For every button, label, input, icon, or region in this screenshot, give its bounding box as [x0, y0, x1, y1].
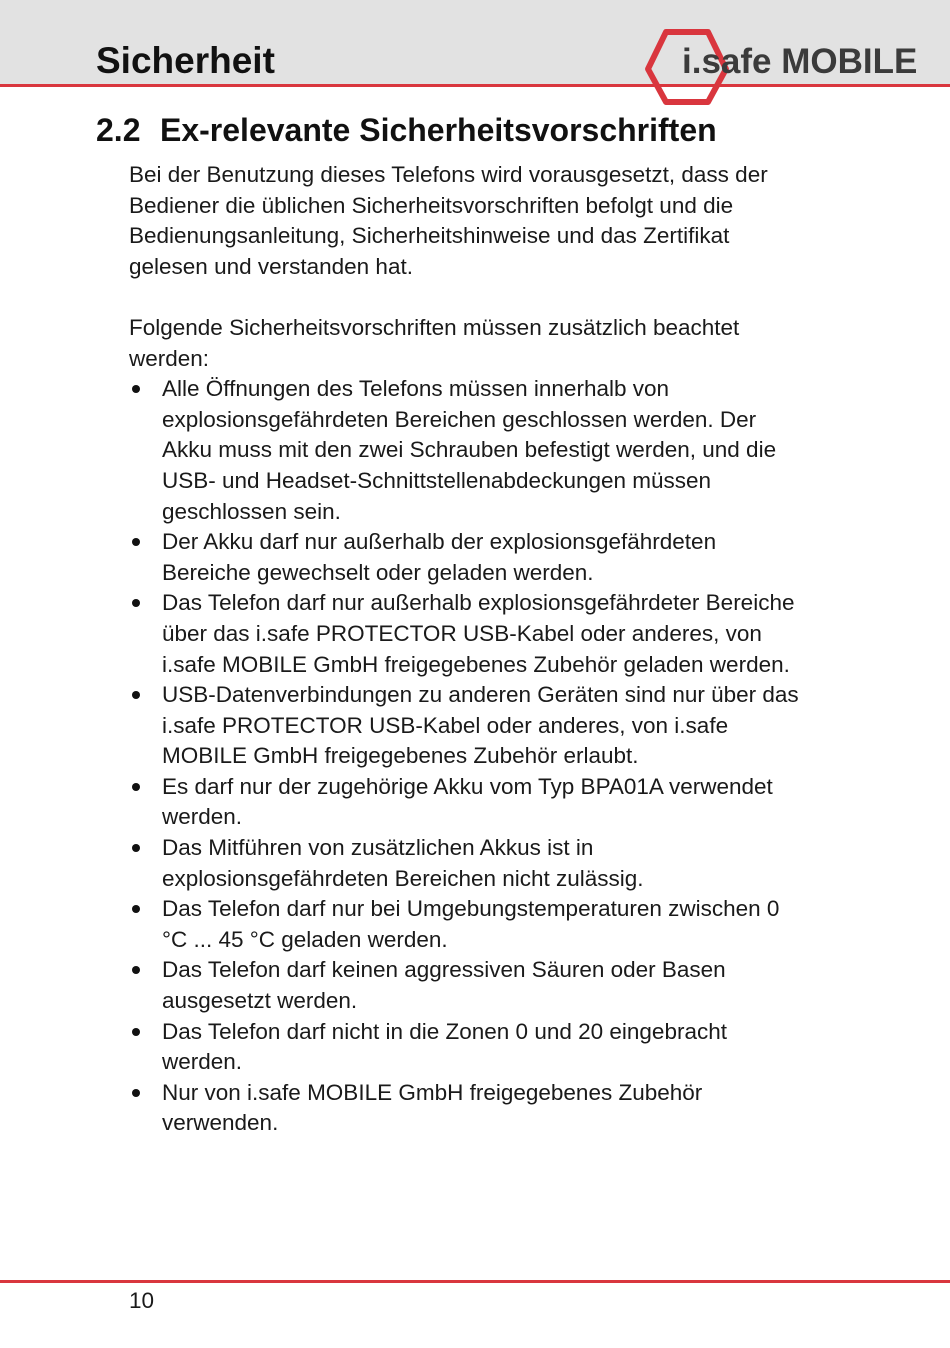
heading-number: 2.2 — [96, 112, 141, 148]
list-item: Das Telefon darf nicht in die Zonen 0 und 20 eingebracht werden. — [129, 1017, 809, 1078]
list-item: Das Telefon darf keinen aggressiven Säuren oder Basen ausgesetzt werden. — [129, 955, 809, 1016]
logo-text: i.safe MOBILE — [682, 42, 918, 81]
footer-rule — [0, 1280, 950, 1283]
section-heading — [96, 112, 717, 149]
list-item: Das Mitführen von zusätzlichen Akkus ist in explosionsgefährdeten Bereichen nicht zulässig. — [129, 833, 809, 894]
list-item: Der Akku darf nur außerhalb der explosionsgefährdeten Bereiche gewechselt oder geladen werden. — [129, 527, 809, 588]
safety-rules-list — [129, 374, 809, 1139]
list-item: USB-Datenverbindungen zu anderen Geräten sind nur über das i.safe PROTECTOR USB-Kabel oder anderes, von i.safe MOBILE GmbH freigegebenes Zubehör erlaubt. — [129, 680, 809, 772]
list-item: Das Telefon darf nur außerhalb explosionsgefährdeter Bereiche über das i.safe PROTECTOR USB-Kabel oder anderes, von i.safe MOBILE GmbH freigegebenes Zubehör geladen werden. — [129, 588, 809, 680]
intro-paragraph: Bei der Benutzung dieses Telefons wird vorausgesetzt, dass der Bediener die üblichen Sicherheitsvorschriften befolgt und die Bedienungsanleitung, Sicherheitshinweise und das Zertifikat gelesen und verstanden hat. — [129, 162, 768, 279]
heading-title: Ex-relevante Sicherheitsvorschriften — [160, 112, 717, 148]
list-item: Das Telefon darf nur bei Umgebungstemperaturen zwischen 0 °C ... 45 °C geladen werden. — [129, 894, 809, 955]
page-number: 10 — [129, 1288, 155, 1313]
list-item: Nur von i.safe MOBILE GmbH freigegebenes Zubehör verwenden. — [129, 1078, 809, 1139]
lead-paragraph: Folgende Sicherheitsvorschriften müssen zusätzlich beachtet werden: — [129, 314, 740, 371]
body-content — [129, 160, 809, 1139]
section-title: Sicherheit — [96, 40, 275, 81]
list-item: Es darf nur der zugehörige Akku vom Typ BPA01A verwendet werden. — [129, 772, 809, 833]
list-item: Alle Öffnungen des Telefons müssen innerhalb von explosionsgefährdeten Bereichen geschlossen werden. Der Akku muss mit den zwei Schrauben befestigt werden, und die USB- und Headset-Schnittstellenabdeckungen müssen geschlossen sein. — [129, 374, 809, 527]
